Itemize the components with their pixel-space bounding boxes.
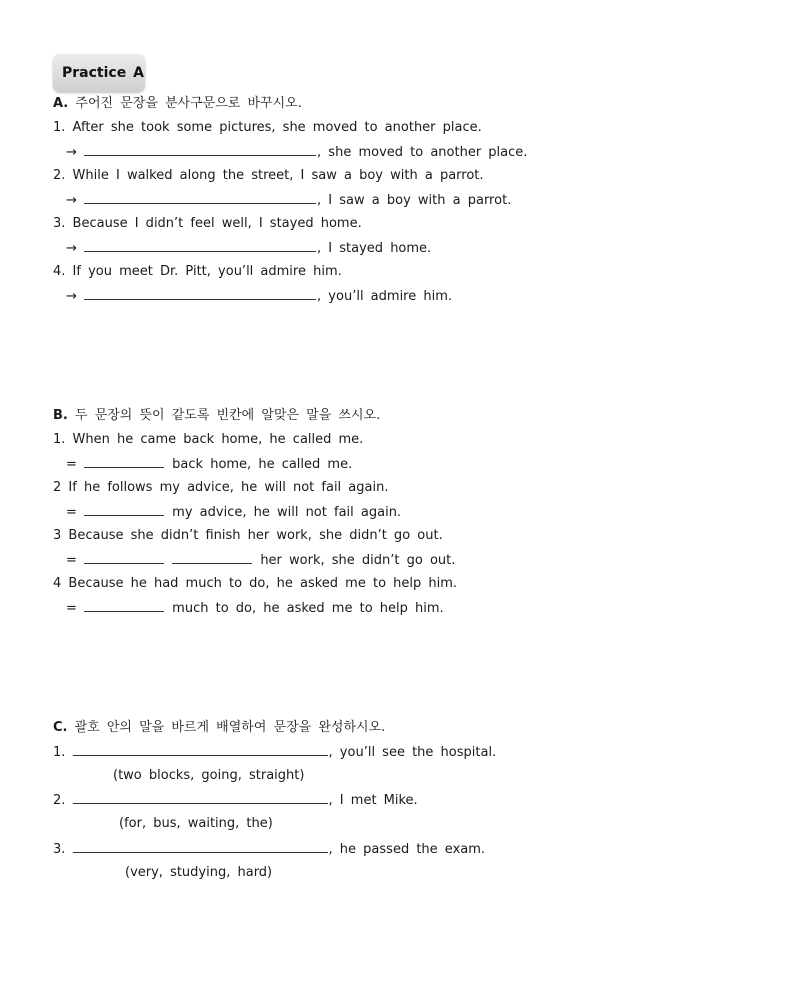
answer-blank[interactable] [84,552,164,564]
answer-blank[interactable] [84,504,164,516]
arrow: → [66,241,77,256]
answer-blank[interactable] [84,192,316,204]
answer-blank[interactable] [84,288,316,300]
answer-tail: , she moved to another place. [317,145,528,160]
section-b-letter: B. [53,408,68,423]
section-a-item-1 [53,120,482,136]
arrow: → [66,145,77,160]
item-number: 4 [53,576,62,591]
equals-sign: = [66,457,77,472]
equals-sign: = [66,553,77,568]
section-c-instruction: 괄호 안의 말을 바르게 배열하여 문장을 완성하시오. [74,720,386,735]
answer-tail: my advice, he will not fail again. [165,505,402,520]
answer-blank[interactable] [84,144,316,156]
section-a-answer-3 [66,240,431,257]
section-c-letter: C. [53,720,68,735]
item-number: 1. [53,745,66,760]
answer-tail: , you’ll see the hospital. [328,745,497,760]
section-c-item-1 [53,744,496,761]
item-question: Because he had much to do, he asked me to help him. [68,576,458,591]
answer-blank[interactable] [73,792,328,804]
section-a-item-3 [53,216,362,232]
section-c-hint-1: (two blocks, going, straight) [113,768,305,783]
item-number: 4. [53,264,66,279]
practice-title: Practice A [62,65,144,81]
answer-tail: her work, she didn’t go out. [253,553,456,568]
answer-tail: , I saw a boy with a parrot. [317,193,512,208]
answer-tail: back home, he called me. [165,457,353,472]
item-question: After she took some pictures, she moved to another place. [72,120,482,135]
answer-blank[interactable] [73,841,328,853]
section-c-hint-3: (very, studying, hard) [125,865,273,880]
section-b-item-4 [53,576,457,592]
equals-sign: = [66,505,77,520]
equals-sign: = [66,601,77,616]
section-a-item-2 [53,168,484,184]
answer-tail: , you’ll admire him. [317,289,453,304]
section-a-header [53,96,302,112]
section-c-item-2 [53,792,418,809]
arrow: → [66,193,77,208]
item-question: Because she didn’t finish her work, she didn’t go out. [68,528,443,543]
item-number: 2. [53,793,66,808]
section-c-hint-2: (for, bus, waiting, the) [119,816,273,831]
item-question: If you meet Dr. Pitt, you’ll admire him. [72,264,342,279]
item-number: 1. [53,432,66,447]
answer-blank[interactable] [73,744,328,756]
section-a-instruction: 주어진 문장을 분사구문으로 바꾸시오. [75,96,302,111]
practice-title-badge [53,54,145,92]
item-number: 3. [53,842,66,857]
item-number: 3 [53,528,62,543]
section-a-item-4 [53,264,342,280]
section-c-item-3 [53,841,485,858]
item-question: Because I didn’t feel well, I stayed home. [72,216,362,231]
section-c-header [53,720,385,736]
section-a-answer-1 [66,144,527,161]
item-number: 1. [53,120,66,135]
section-b-answer-1 [66,456,352,473]
section-b-answer-3 [66,552,455,569]
section-b-item-2 [53,480,388,496]
answer-tail: , I stayed home. [317,241,432,256]
item-question: While I walked along the street, I saw a boy with a parrot. [72,168,484,183]
section-b-answer-2 [66,504,401,521]
item-number: 3. [53,216,66,231]
section-a-answer-4 [66,288,452,305]
section-b-answer-4 [66,600,444,617]
section-b-item-1 [53,432,363,448]
answer-tail: , he passed the exam. [328,842,486,857]
item-number: 2. [53,168,66,183]
answer-blank[interactable] [84,600,164,612]
answer-blank[interactable] [84,240,316,252]
answer-blank[interactable] [172,552,252,564]
item-question: When he came back home, he called me. [72,432,364,447]
section-a-letter: A. [53,96,69,111]
answer-tail: , I met Mike. [328,793,418,808]
item-question: If he follows my advice, he will not fail again. [68,480,389,495]
answer-tail: much to do, he asked me to help him. [165,601,444,616]
section-b-instruction: 두 문장의 뜻이 같도록 빈칸에 알맞은 말을 쓰시오. [75,408,381,423]
section-b-item-3 [53,528,443,544]
answer-blank[interactable] [84,456,164,468]
item-number: 2 [53,480,62,495]
section-b-header [53,408,380,424]
arrow: → [66,289,77,304]
section-a-answer-2 [66,192,511,209]
